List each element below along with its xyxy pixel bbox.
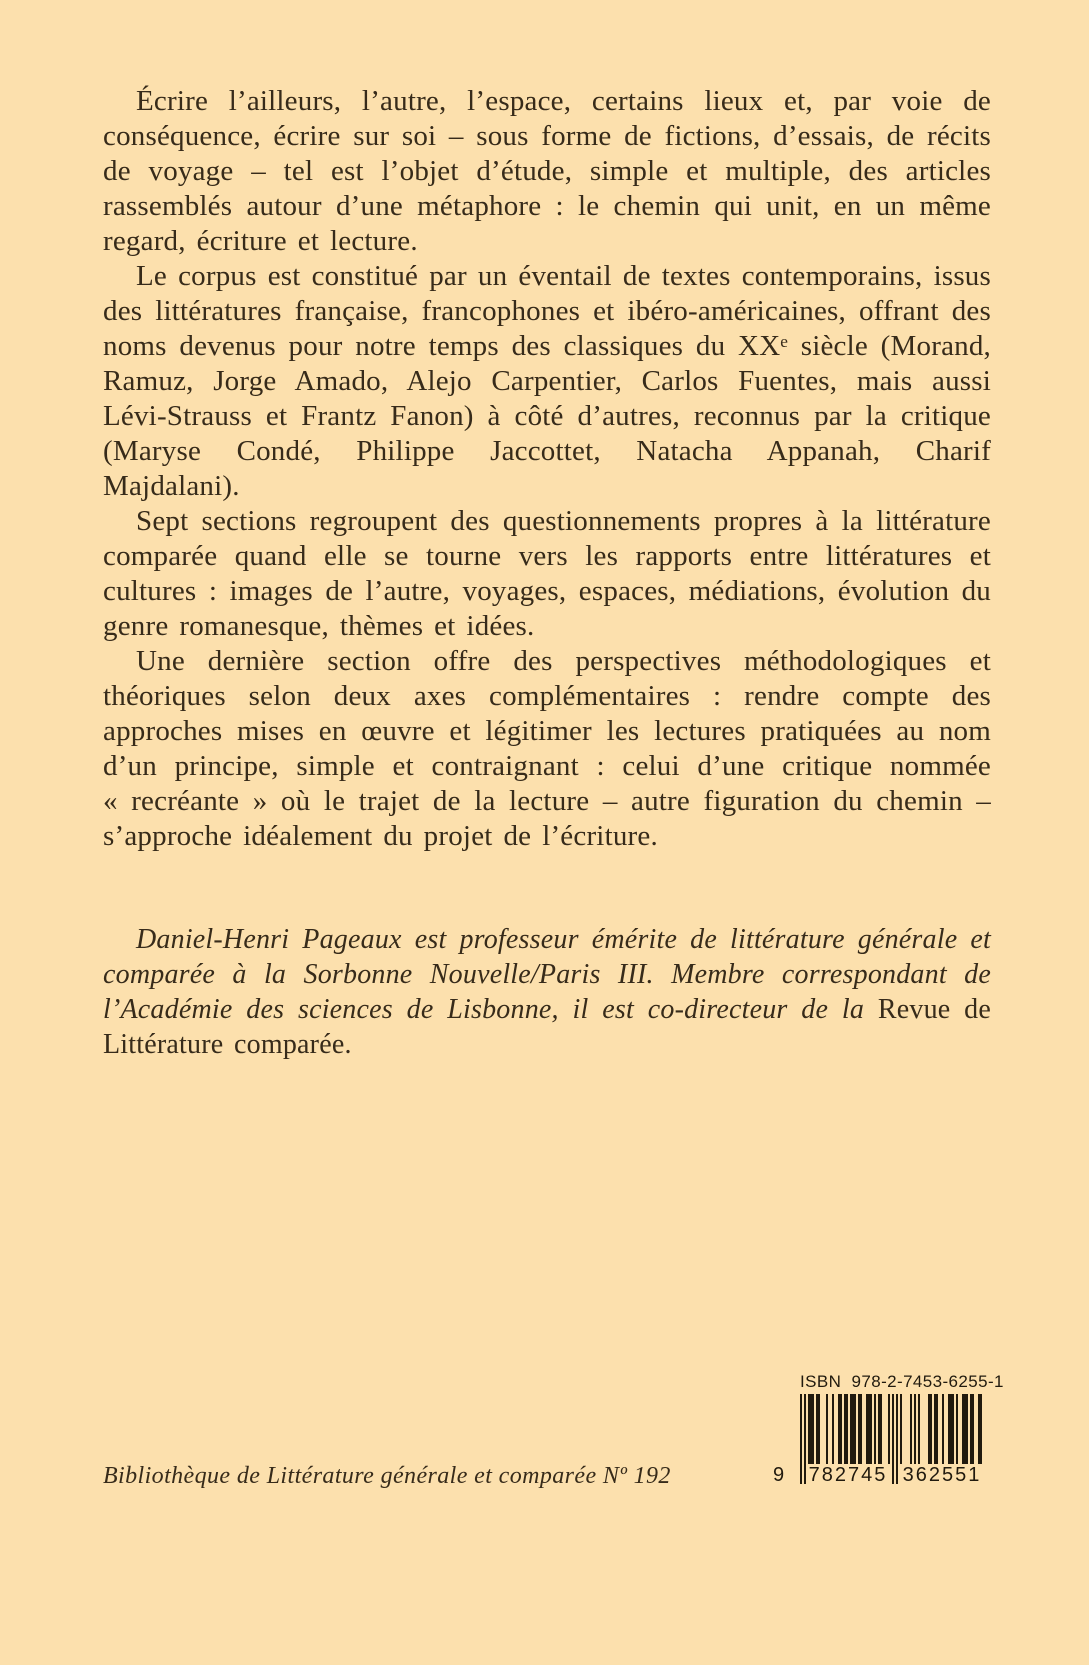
barcode-digits-left: 782745 bbox=[808, 1464, 888, 1486]
back-cover-paragraph-3: Sept sections regroupent des questionnements propres à la littérature comparée quand elle se tourne vers les rapports entre littératures et cultures : images de l’autre, voyages, espaces, médiations, évolution du genre romanesque, thèmes et idées. bbox=[103, 505, 991, 642]
back-cover-paragraph-2: Le corpus est constitué par un éventail de textes contemporains, issus des littératures française, francophones et ibéro-américaines, offrant des noms devenus pour notre temps des classiques du XXᵉ siècle (Morand, Ramuz, Jorge Amado, Alejo Carpentier, Carlos Fuentes, mais aussi Lévi-Strauss et Frantz Fanon) à côté d’autres, reconnus par la critique (Maryse Condé, Philippe Jaccottet, Natacha Appanah, Charif Majdalani). bbox=[103, 260, 991, 502]
barcode-digits-right: 362551 bbox=[902, 1464, 982, 1486]
isbn-block bbox=[800, 1372, 1004, 1392]
series-label: Bibliothèque de Littérature générale et comparée Nº 192 bbox=[103, 1463, 671, 1489]
barcode-digit-first: 9 bbox=[773, 1464, 785, 1486]
back-cover-paragraph-1: Écrire l’ailleurs, l’autre, l’espace, certains lieux et, par voie de conséquence, écrire sur soi – sous forme de fictions, d’essais, de récits de voyage – tel est l’objet d’étude, simple et multiple, des articles rassemblés autour d’une métaphore : le chemin qui unit, en un même regard, écriture et lecture. bbox=[103, 85, 991, 257]
author-bio-italic: Daniel-Henri Pageaux est professeur émérite de littérature générale et comparée à la Sorbonne Nouvelle/Paris III. Membre correspondant de l’Académie des sciences de Lisbonne, il est co-directeur de la bbox=[103, 924, 991, 1025]
author-bio bbox=[103, 922, 991, 1062]
isbn-label: ISBN 978-2-7453-6255-1 bbox=[800, 1372, 1004, 1391]
author-bio-journal-title: Revue de Littérature comparée. bbox=[103, 994, 992, 1060]
ean13-barcode bbox=[773, 1394, 990, 1494]
back-cover-paragraph-4: Une dernière section offre des perspectives méthodologiques et théoriques selon deux axes complémentaires : rendre compte des approches mises en œuvre et légitimer les lectures pratiquées au nom d’un principe, simple et contraignant : celui d’une critique nommée « recréante » où le trajet de la lecture – autre figuration du chemin – s’approche idéalement du projet de l’écriture. bbox=[103, 645, 991, 852]
back-cover-text-block bbox=[103, 84, 991, 1062]
